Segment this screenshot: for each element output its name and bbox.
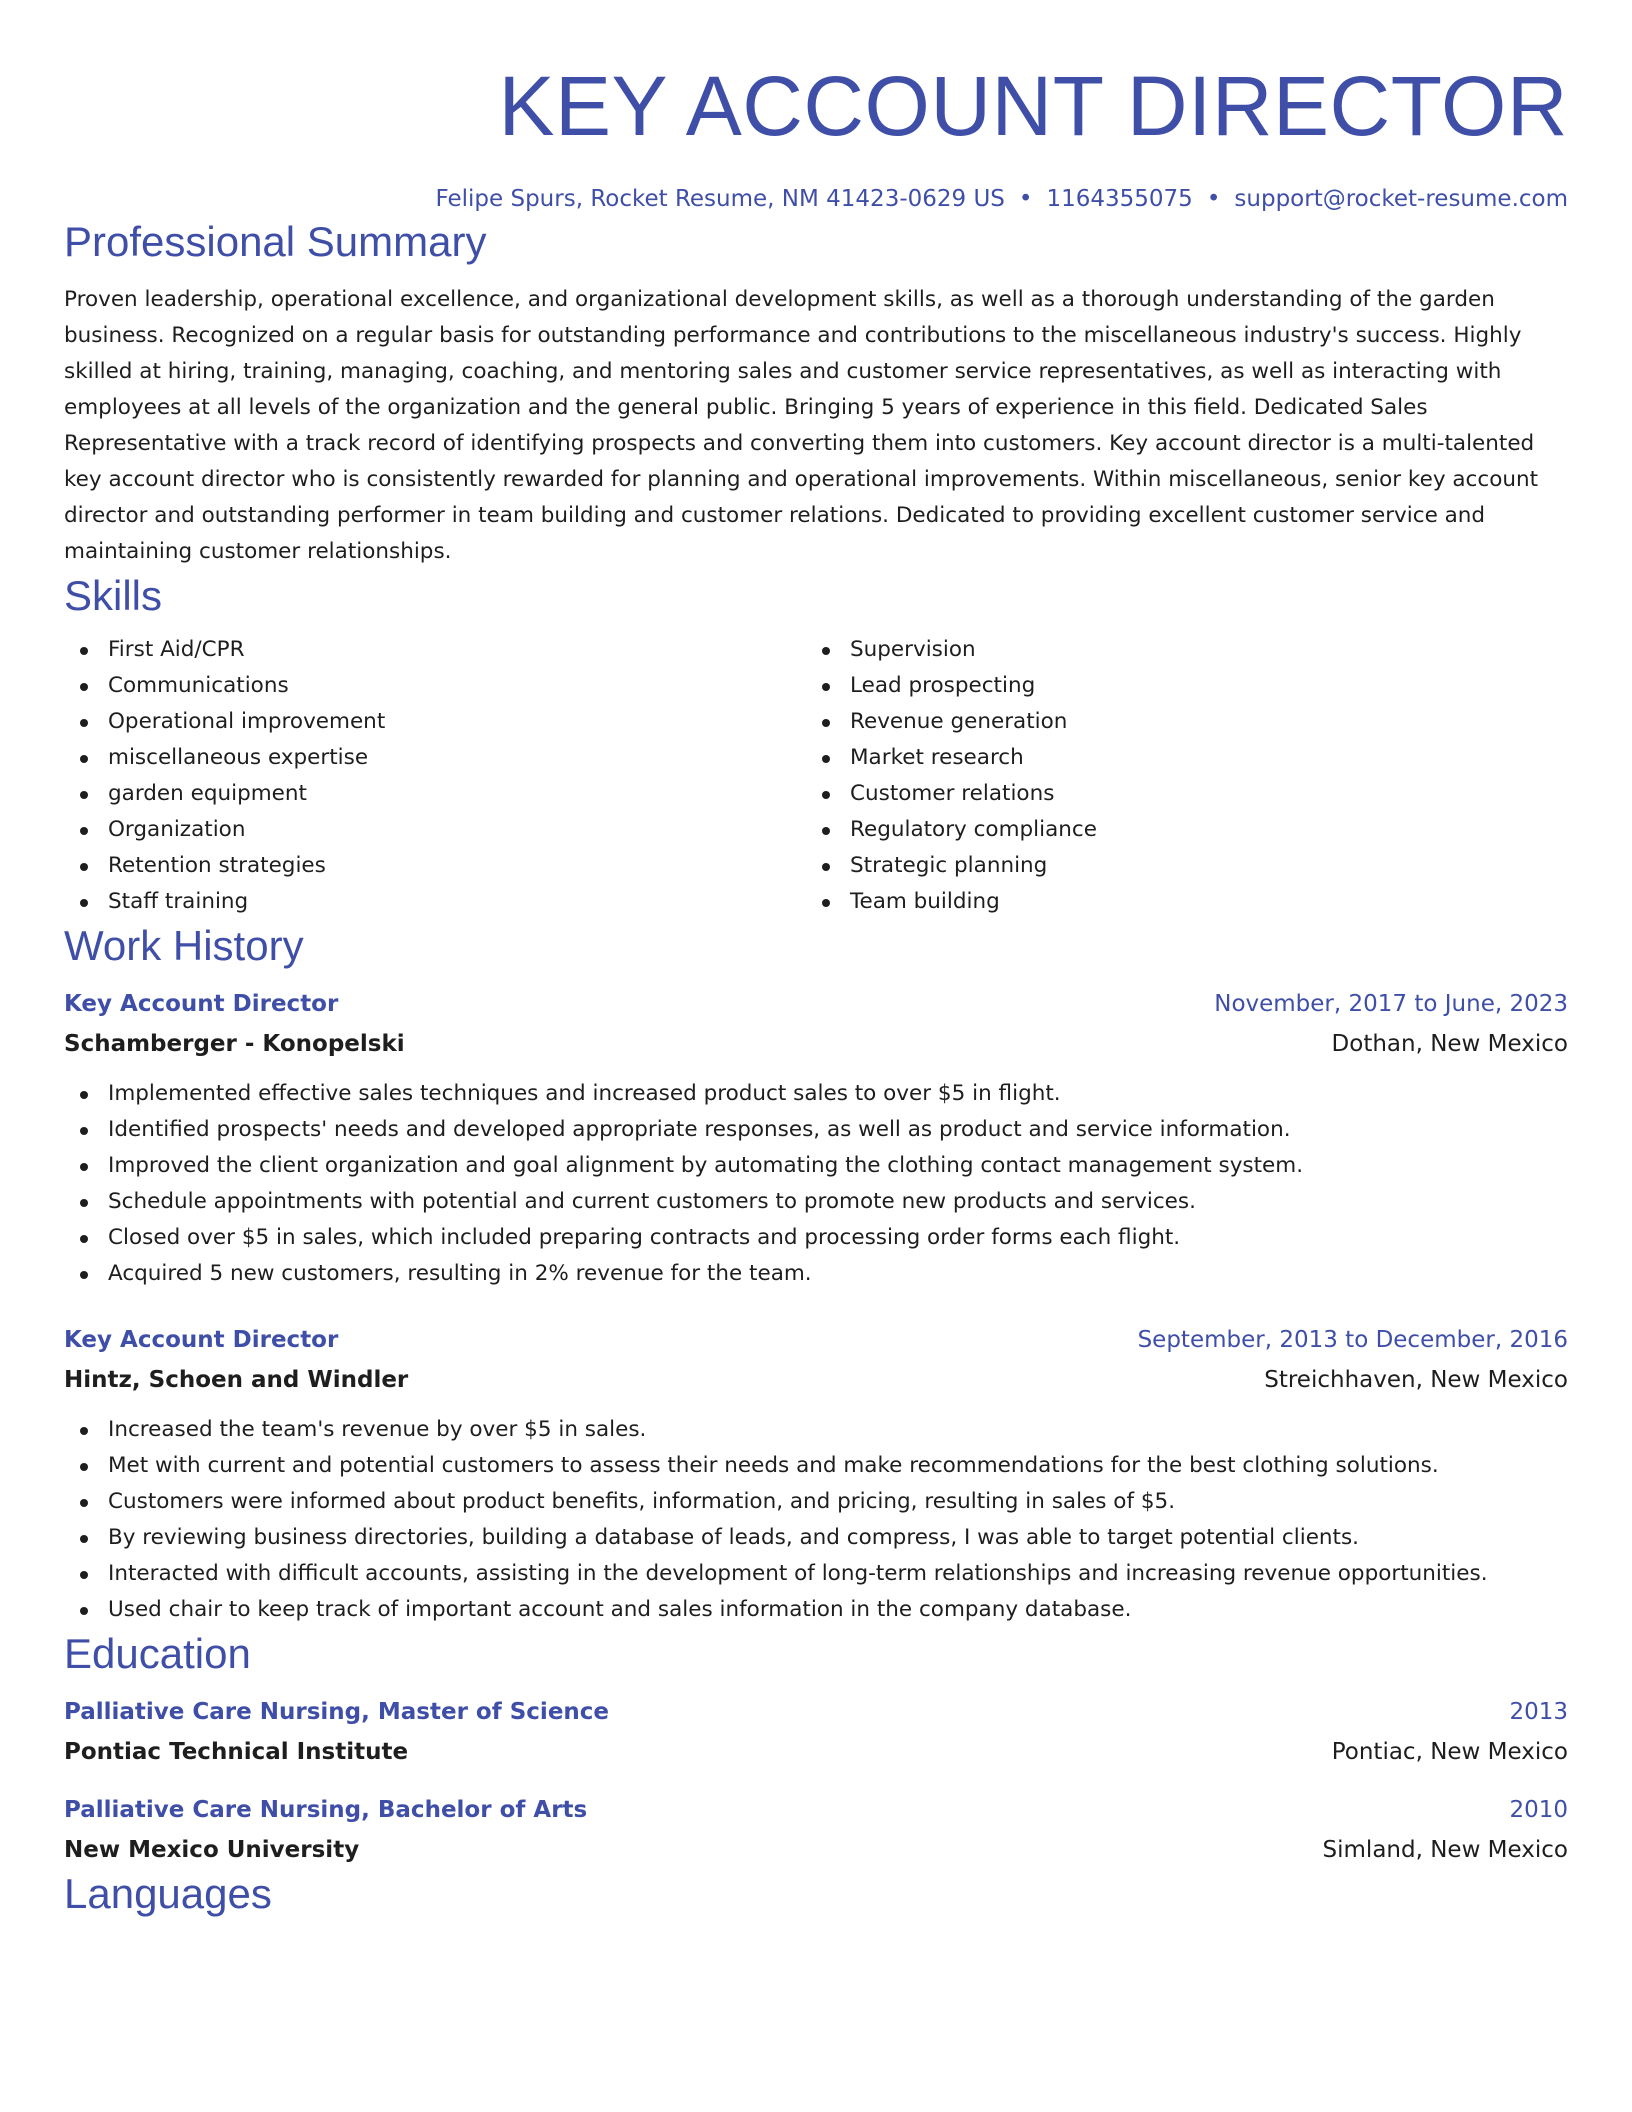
contact-info (64, 182, 1568, 216)
job-header (64, 1322, 1568, 1358)
job-bullet: Customers were informed about product benefits, information, and pricing, resulting in sales of $5. (64, 1484, 1568, 1520)
skill-item: Communications (64, 668, 806, 704)
job-bullet: Implemented effective sales techniques and increased product sales to over $5 in flight. (64, 1076, 1568, 1112)
job-company: Hintz, Schoen and Windler (64, 1367, 409, 1393)
job-bullet: By reviewing business directories, building a database of leads, and compress, I was able to target potential clients. (64, 1520, 1568, 1556)
education-school: New Mexico University (64, 1837, 360, 1863)
job-subheader (64, 1362, 1568, 1398)
skill-item: miscellaneous expertise (64, 740, 806, 776)
skill-item: Team building (806, 884, 1548, 920)
skill-item: Retention strategies (64, 848, 806, 884)
job-location: Dothan, New Mexico (1331, 1031, 1568, 1057)
skill-item: Organization (64, 812, 806, 848)
contact-separator: • (1206, 186, 1221, 212)
skill-item: Revenue generation (806, 704, 1548, 740)
education-entry (64, 1694, 1568, 1770)
resume-page (64, 0, 1568, 1920)
education-subheader (64, 1832, 1568, 1868)
job-role: Key Account Director (64, 991, 339, 1017)
skill-item: garden equipment (64, 776, 806, 812)
education-location: Simland, New Mexico (1322, 1837, 1568, 1863)
languages-heading: Languages (64, 1870, 272, 1917)
skills-column-left (64, 632, 806, 920)
job-bullet: Improved the client organization and goal alignment by automating the clothing contact management system. (64, 1148, 1568, 1184)
job-bullet: Interacted with difficult accounts, assisting in the development of long-term relationships and increasing revenue opportunities. (64, 1556, 1568, 1592)
education-header (64, 1694, 1568, 1730)
skill-item: Operational improvement (64, 704, 806, 740)
education-entry (64, 1792, 1568, 1868)
education-subheader (64, 1734, 1568, 1770)
education-degree: Palliative Care Nursing, Bachelor of Arts (64, 1797, 588, 1823)
work-history-heading: Work History (64, 922, 304, 969)
education-year: 2010 (1509, 1797, 1568, 1823)
summary-text: Proven leadership, operational excellence, and organizational development skills, as well as a thorough understanding of the garden business. Recognized on a regular basis for outstanding performance and contributions to the miscellaneous industry's success. Highly skilled at hiring, training, managing, coaching, and mentoring sales and customer service representatives, as well as interacting with employees at all levels of the organization and the general public. Bringing 5 years of experience in this field. Dedicated Sales Representative with a track record of identifying prospects and converting them into customers. Key account director is a multi-talented key account director who is consistently rewarded for planning and operational improvements. Within miscellaneous, senior key account director and outstanding performer in team building and customer relations. Dedicated to providing excellent customer service and maintaining customer relationships. (64, 287, 1539, 564)
job-bullet: Met with current and potential customers to assess their needs and make recommendations for the best clothing solutions. (64, 1448, 1568, 1484)
contact-email: support@rocket-resume.com (1234, 186, 1568, 212)
job-role: Key Account Director (64, 1327, 339, 1353)
job-bullet: Used chair to keep track of important account and sales information in the company database. (64, 1592, 1568, 1628)
education-heading: Education (64, 1630, 251, 1677)
skills-grid (64, 632, 1568, 920)
job-bullets (64, 1076, 1568, 1292)
contact-address: Felipe Spurs, Rocket Resume, NM 41423-0629 US (435, 186, 1005, 212)
skill-item: Supervision (806, 632, 1548, 668)
skill-item: Staff training (64, 884, 806, 920)
job-header (64, 986, 1568, 1022)
education-location: Pontiac, New Mexico (1331, 1739, 1568, 1765)
education-year: 2013 (1509, 1699, 1568, 1725)
summary-heading: Professional Summary (64, 218, 487, 265)
job-company: Schamberger - Konopelski (64, 1031, 405, 1057)
skill-item: Market research (806, 740, 1548, 776)
education-school: Pontiac Technical Institute (64, 1739, 409, 1765)
job-entry (64, 1322, 1568, 1628)
job-bullet: Increased the team's revenue by over $5 in sales. (64, 1412, 1568, 1448)
job-subheader (64, 1026, 1568, 1062)
skills-column-right (806, 632, 1548, 920)
education-degree: Palliative Care Nursing, Master of Science (64, 1699, 610, 1725)
skill-item: First Aid/CPR (64, 632, 806, 668)
contact-phone: 1164355075 (1046, 186, 1193, 212)
skill-item: Customer relations (806, 776, 1548, 812)
job-entry (64, 986, 1568, 1292)
skills-heading: Skills (64, 572, 163, 619)
skill-item: Strategic planning (806, 848, 1548, 884)
job-location: Streichhaven, New Mexico (1264, 1367, 1568, 1393)
contact-separator: • (1018, 186, 1033, 212)
job-bullet: Acquired 5 new customers, resulting in 2% revenue for the team. (64, 1256, 1568, 1292)
skill-item: Regulatory compliance (806, 812, 1548, 848)
job-dates: November, 2017 to June, 2023 (1214, 991, 1568, 1017)
education-header (64, 1792, 1568, 1828)
skill-item: Lead prospecting (806, 668, 1548, 704)
job-dates: September, 2013 to December, 2016 (1137, 1327, 1568, 1353)
job-bullet: Identified prospects' needs and developed appropriate responses, as well as product and service information. (64, 1112, 1568, 1148)
job-bullet: Schedule appointments with potential and current customers to promote new products and services. (64, 1184, 1568, 1220)
job-bullets (64, 1412, 1568, 1628)
resume-title: KEY ACCOUNT DIRECTOR (498, 59, 1568, 153)
job-bullet: Closed over $5 in sales, which included preparing contracts and processing order forms each flight. (64, 1220, 1568, 1256)
